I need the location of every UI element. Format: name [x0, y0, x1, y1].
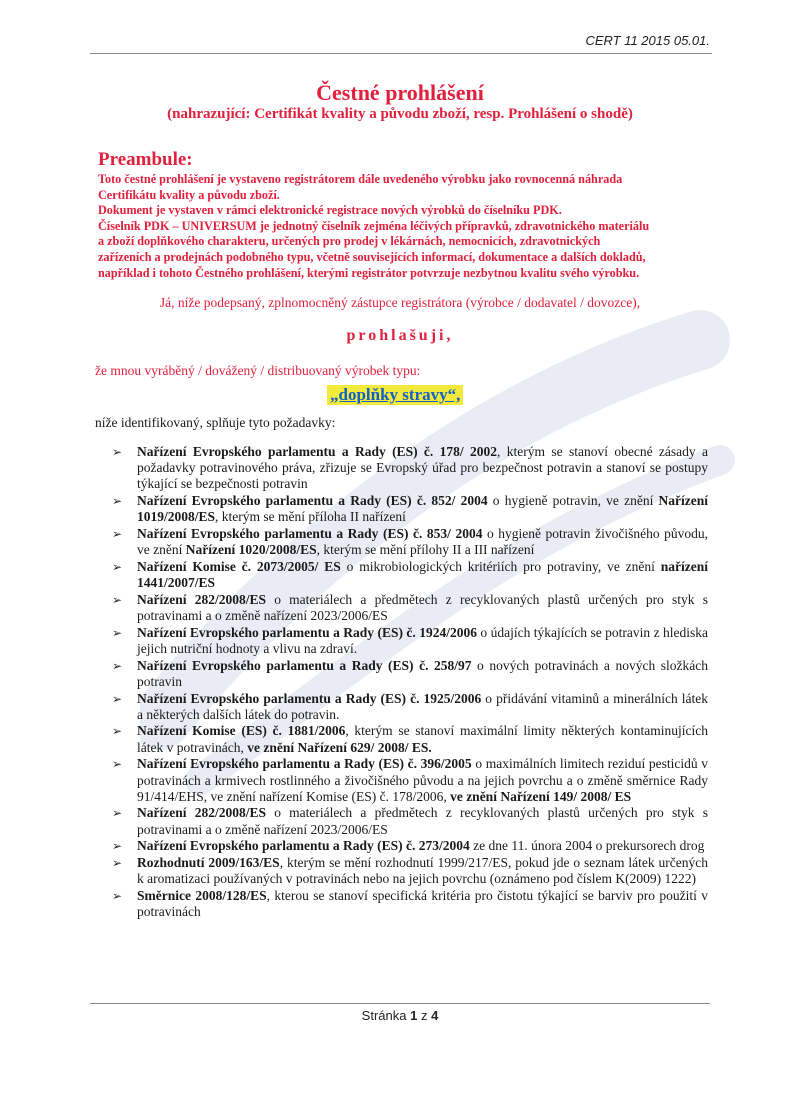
footer-divider	[90, 1003, 710, 1004]
regulation-item	[112, 444, 708, 493]
regulation-description: , kterým se mění rozhodnutí 1999/217/ES, pokud jde o seznam látek určených k aromatizaci používaných v potravinách nebo na jejich povrchu (oznámeno pod číslem K(2009) 1222)	[137, 855, 708, 887]
declaration-word: prohlašuji,	[346, 327, 454, 344]
regulation-description: o materiálech a předmětech z recyklovaných plastů určených pro styk s potravinami a o změně nařízení 2023/2006/ES	[137, 805, 709, 837]
regulation-reference: Nařízení 1019/2008/ES	[137, 493, 709, 525]
regulation-reference: Nařízení Evropského parlamentu a Rady (ES) č. 396/2005	[137, 756, 472, 772]
preamble-line: Certifikátu kvality a původu zboží.	[98, 187, 280, 202]
regulation-item	[112, 855, 708, 887]
footer-page-total: 4	[431, 1008, 439, 1023]
declarant-statement: Já, níže podepsaný, zplnomocněný zástupce registrátora (výrobce / dodavatel / dovozce),	[159, 295, 641, 310]
regulation-reference: ve znění Nařízení 149/ 2008/ ES	[450, 788, 632, 804]
regulation-item	[112, 691, 708, 723]
regulation-reference: nařízení 1441/2007/ES	[137, 558, 708, 591]
arrow-bullet-icon: ➢	[112, 625, 123, 640]
arrow-bullet-icon: ➢	[112, 757, 123, 772]
regulation-reference: Rozhodnutí 2009/163/ES	[137, 855, 280, 871]
arrow-bullet-icon: ➢	[112, 592, 123, 607]
regulation-item	[112, 723, 708, 755]
regulation-description: , kterou se stanoví specifická kritéria pro čistotu týkající se barviv pro použití v potravinách	[137, 887, 708, 920]
regulation-description: o přidávání vitaminů a minerálních látek a některých dalších látek do potravin.	[137, 690, 708, 722]
regulation-reference: ve znění Nařízení 629/ 2008/ ES.	[247, 739, 432, 755]
page-subtitle: (nahrazující: Certifikát kvality a původu zboží, resp. Prohlášení o shodě)	[167, 106, 633, 122]
preamble-line: Toto čestné prohlášení je vystaveno registrátorem dále uvedeného výrobku jako rovnocenná náhrada	[98, 172, 623, 186]
regulation-description: o materiálech a předmětech z recyklovaných plastů určených pro styk s potravinami a o změně nařízení 2023/2006/ES	[137, 591, 709, 624]
regulation-description: , kterým se mění přílohy II a III nařízení	[316, 542, 535, 558]
document-code: CERT 11 2015 05.01.	[585, 33, 710, 48]
arrow-bullet-icon: ➢	[112, 724, 123, 739]
arrow-bullet-icon: ➢	[112, 527, 123, 542]
arrow-bullet-icon: ➢	[112, 559, 123, 574]
preamble-line: Číselník PDK – UNIVERSUM je jednotný číselník zejména léčivých přípravků, zdravotnického materiálu	[98, 218, 650, 233]
arrow-bullet-icon: ➢	[112, 494, 123, 509]
regulation-description: , kterým se stanoví obecné zásady a požadavky potravinového práva, zřizuje se Evropský úřad pro bezpečnost potravin a stanoví se postupy týkající se bezpečnosti potravin	[137, 444, 708, 492]
regulation-reference: Nařízení Komise (ES) č. 1881/2006	[137, 723, 346, 739]
page-footer	[0, 1008, 800, 1023]
regulation-item	[112, 658, 708, 690]
regulation-item	[112, 526, 708, 558]
regulation-reference: Nařízení Evropského parlamentu a Rady (ES) č. 178/ 2002	[137, 444, 498, 459]
regulation-reference: Nařízení Evropského parlamentu a Rady (ES) č. 258/97	[137, 657, 472, 673]
arrow-bullet-icon: ➢	[112, 806, 123, 821]
page-title: Čestné prohlášení	[316, 80, 484, 105]
preamble-line: například i tohoto Čestného prohlášení, kterými registrátor potvrzuje nezbytnou kvalitu svého výrobku.	[98, 265, 640, 280]
regulation-description: o hygieně potravin, ve znění	[487, 493, 659, 509]
footer-page-number: 1	[410, 1008, 418, 1023]
arrow-bullet-icon: ➢	[112, 839, 123, 854]
regulation-reference: Nařízení Evropského parlamentu a Rady (ES) č. 1924/2006	[137, 624, 477, 640]
regulation-reference: Směrnice 2008/128/ES	[137, 887, 267, 903]
regulation-reference: Nařízení Komise č. 2073/2005/ ES	[137, 558, 341, 574]
header-divider	[90, 53, 712, 54]
regulation-description: , kterým se stanoví maximální limity některých kontaminujících látek v potravinách,	[137, 723, 708, 755]
regulation-reference: Nařízení 282/2008/ES	[137, 591, 266, 607]
regulation-reference: Nařízení Evropského parlamentu a Rady (ES) č. 853/ 2004	[137, 526, 483, 542]
preamble-line: zařízeních a prodejnách podobného typu, včetně souvisejících informací, dokumentace a dalších dokladů,	[98, 249, 646, 264]
regulation-reference: Nařízení Evropského parlamentu a Rady (ES) č. 1925/2006	[137, 690, 482, 706]
preamble-text	[98, 172, 698, 281]
regulation-reference: Nařízení Evropského parlamentu a Rady (ES) č. 852/ 2004	[137, 493, 488, 509]
regulation-item	[112, 493, 708, 525]
regulations-list	[112, 444, 708, 921]
regulation-reference: Nařízení 282/2008/ES	[137, 805, 266, 821]
regulation-item	[112, 756, 708, 805]
regulation-item	[112, 625, 708, 657]
arrow-bullet-icon: ➢	[112, 856, 123, 871]
arrow-bullet-icon: ➢	[112, 445, 123, 459]
footer-separator: z	[420, 1008, 428, 1023]
preamble-line: a zboží doplňkového charakteru, určených pro prodej v lékárnách, nemocnicích, zdravotnických	[98, 234, 601, 249]
footer-prefix: Stránka	[361, 1008, 407, 1023]
regulation-description: o mikrobiologických kritériích pro potraviny, ve znění	[340, 558, 661, 574]
preamble-line: Dokument je vystaven v rámci elektronické registrace nových výrobků do číselníku PDK.	[98, 203, 562, 218]
regulation-description: ze dne 11. února 2004 o prekursorech drog	[469, 838, 705, 854]
regulation-description: o hygieně potravin živočišného původu, ve znění	[137, 526, 708, 558]
product-type: „doplňky stravy“,	[327, 385, 463, 405]
regulation-reference: Nařízení 1020/2008/ES	[185, 542, 317, 558]
regulation-item	[112, 559, 708, 591]
arrow-bullet-icon: ➢	[112, 658, 123, 673]
arrow-bullet-icon: ➢	[112, 691, 123, 706]
regulation-item	[112, 838, 708, 854]
regulation-description: o maximálních limitech reziduí pesticidů v potravinách a krmivech rostlinného a živočišného původu a na jejich povrchu a o změně směrnice Rady 91/414/EHS, ve znění nařízení Komise (ES) č. 178/2006,	[137, 756, 708, 804]
regulation-item	[112, 592, 708, 624]
regulation-description: o nových potravinách a nových složkách potravin	[137, 657, 708, 689]
arrow-bullet-icon: ➢	[112, 888, 123, 903]
preamble-heading: Preambule:	[98, 149, 193, 170]
regulation-item	[112, 805, 708, 837]
regulation-item	[112, 888, 708, 920]
product-intro: že mnou vyráběný / dovážený / distribuovaný výrobek typu:	[95, 363, 421, 378]
regulation-reference: Nařízení Evropského parlamentu a Rady (ES) č. 273/2004	[137, 838, 470, 854]
regulation-description: , kterým se mění příloha II nařízení	[215, 509, 406, 525]
requirements-intro: níže identifikovaný, splňuje tyto požadavky:	[95, 415, 336, 430]
regulation-description: o údajích týkajících se potravin z hlediska jejich nutriční hodnoty a vlivu na zdraví.	[137, 624, 709, 656]
